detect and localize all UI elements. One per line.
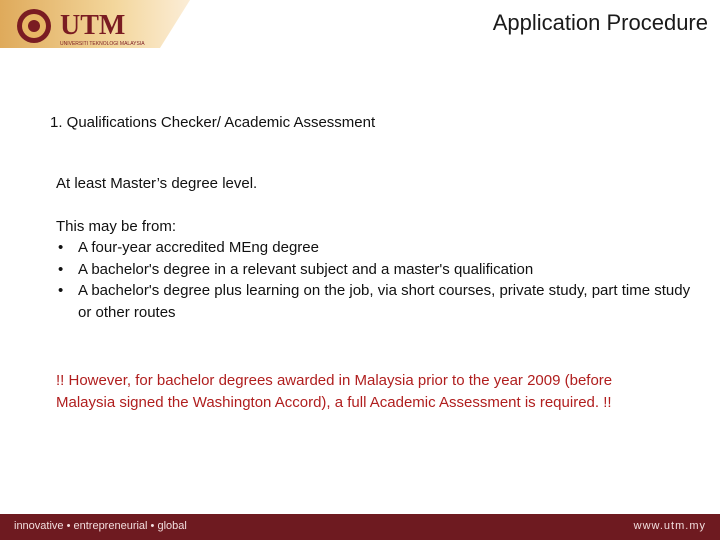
logo-text: UTM — [60, 10, 126, 41]
footer-bar — [0, 514, 720, 540]
list-item: • A bachelor's degree in a relevant subject and a master's qualification — [56, 259, 696, 281]
qualification-list — [56, 237, 696, 323]
list-item: • A bachelor's degree plus learning on the job, via short courses, private study, part time study or other routes — [56, 280, 696, 323]
logo-subtext: UNIVERSITI TEKNOLOGI MALAYSIA — [60, 41, 145, 47]
lead-text: This may be from: — [56, 218, 177, 235]
footer-url[interactable]: www.utm.my — [633, 520, 706, 532]
footer-tagline: innovative • entrepreneurial • global — [14, 520, 187, 532]
section-heading: 1. Qualifications Checker/ Academic Assessment — [50, 114, 376, 131]
list-item: • A four-year accredited MEng degree — [56, 237, 696, 259]
utm-logo — [14, 4, 194, 48]
page-title: Application Procedure — [492, 10, 708, 35]
utm-crest-icon — [17, 9, 51, 43]
warning-note: !! However, for bachelor degrees awarded in Malaysia prior to the year 2009 (before Malaysia signed the Washington Accord), a full Academic Assessment is required. !! — [56, 372, 613, 411]
intro-text: At least Master’s degree level. — [56, 175, 258, 192]
